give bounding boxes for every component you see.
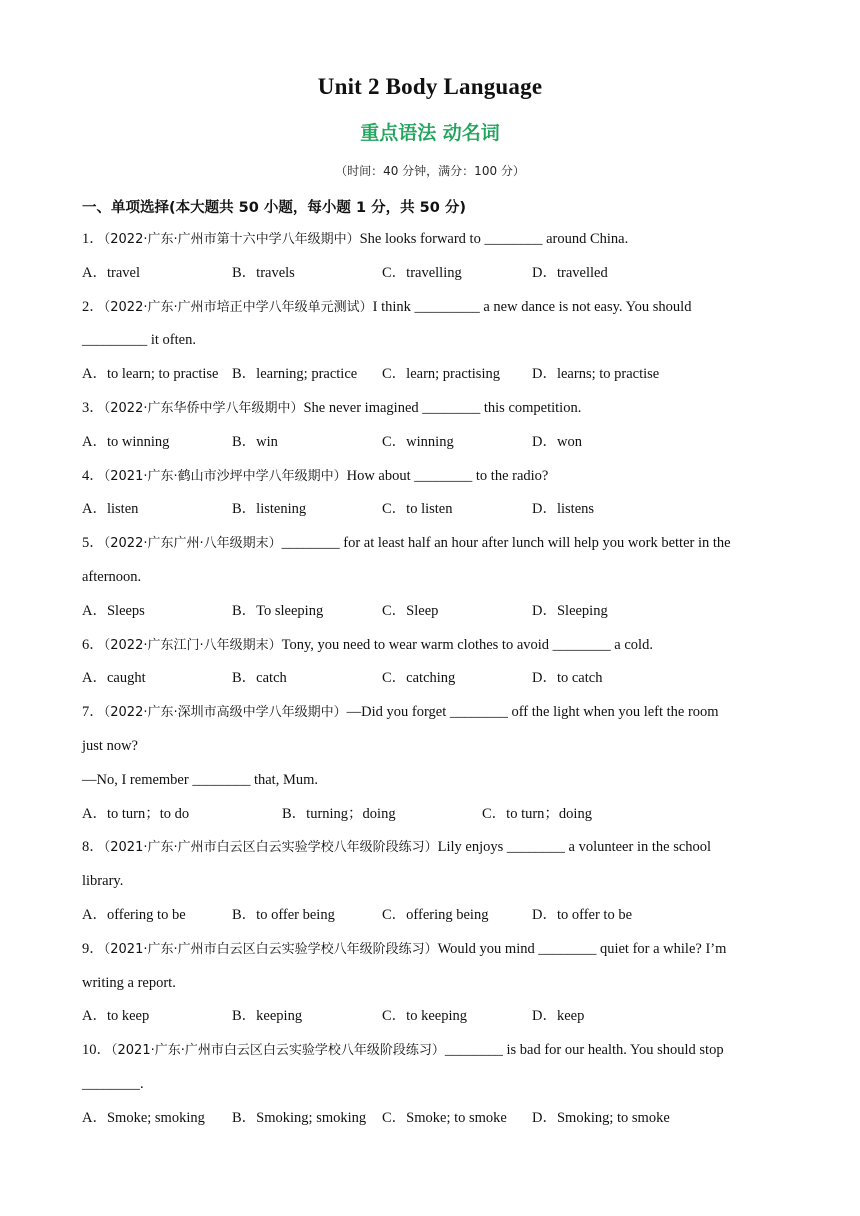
question-text-continued: _________ it often. [82, 332, 196, 349]
question-source: （2021·广东·广州市白云区白云实验学校八年级阶段练习） [103, 941, 438, 957]
question-text: Lily enjoys ________ a volunteer in the school [437, 839, 712, 856]
options-row [82, 493, 782, 527]
question-source: （2021·广东·鹤山市沙坪中学八年级期中） [103, 468, 347, 484]
question-text: ________ for at least half an hour after lunch will help you work better in the [281, 535, 731, 552]
question-number: 10． [82, 1042, 111, 1059]
question-number: 3． [82, 399, 104, 416]
question-source: （2022·广东江门·八年级期末） [103, 637, 282, 653]
option-c[interactable]: C．to listen [382, 501, 453, 518]
options-row [82, 798, 782, 832]
option-a[interactable]: A．to turn；to do [82, 805, 190, 822]
question-text-continued: writing a report. [82, 974, 176, 991]
option-b[interactable]: B．win [232, 433, 278, 450]
question-source: （2022·广东·深圳市高级中学八年级期中） [103, 705, 347, 721]
option-a[interactable]: A．offering to be [82, 906, 186, 923]
option-d[interactable]: D．keep [532, 1008, 585, 1025]
option-d[interactable]: D．Smoking; to smoke [532, 1109, 670, 1126]
question-text-continued: just now? [82, 737, 138, 754]
question-text: How about ________ to the radio? [346, 467, 549, 484]
option-c[interactable]: C．Smoke; to smoke [382, 1109, 507, 1126]
options-row [82, 899, 782, 933]
option-b[interactable]: B．travels [232, 264, 295, 281]
question-stem [82, 1034, 782, 1068]
options-row [82, 1000, 782, 1034]
question-list [82, 223, 782, 1136]
question-stem [82, 392, 782, 426]
option-b[interactable]: B．catch [232, 670, 287, 687]
question [82, 696, 782, 831]
option-c[interactable]: C．offering being [382, 906, 489, 923]
question [82, 392, 782, 460]
question-text-continued: afternoon. [82, 568, 142, 585]
option-c[interactable]: C．learn; practising [382, 366, 500, 383]
question-source: （2022·广东华侨中学八年级期中） [103, 400, 304, 416]
option-b[interactable]: B．learning; practice [232, 366, 358, 383]
option-d[interactable]: D．learns; to practise [532, 366, 660, 383]
question-stem [82, 460, 782, 494]
option-c[interactable]: C．catching [382, 670, 456, 687]
option-d[interactable]: D．travelled [532, 264, 608, 281]
question-source: （2022·广东·广州市培正中学八年级单元测试） [103, 299, 373, 315]
options-row [82, 662, 782, 696]
options-row [82, 426, 782, 460]
options-row [82, 595, 782, 629]
question [82, 1034, 782, 1135]
options-row [82, 257, 782, 291]
option-a[interactable]: A．listen [82, 501, 139, 518]
option-c[interactable]: C．to keeping [382, 1008, 467, 1025]
question-stem [82, 291, 782, 325]
question-number: 9． [82, 940, 104, 957]
question-number: 4． [82, 467, 104, 484]
option-d[interactable]: D．to catch [532, 670, 603, 687]
option-a[interactable]: A．to winning [82, 433, 170, 450]
question-stem [82, 933, 782, 967]
option-b[interactable]: B．listening [232, 501, 307, 518]
option-a[interactable]: A．to keep [82, 1008, 150, 1025]
question [82, 460, 782, 528]
option-c[interactable]: C．to turn；doing [482, 805, 592, 822]
option-a[interactable]: A．Smoke; smoking [82, 1109, 205, 1126]
question [82, 291, 782, 392]
question-number: 5． [82, 535, 104, 552]
option-b[interactable]: B．to offer being [232, 906, 335, 923]
option-b[interactable]: B．To sleeping [232, 602, 324, 619]
question-text-continued: library. [82, 873, 124, 890]
question-stem [82, 831, 782, 865]
question-text-continued: —No, I remember ________ that, Mum. [82, 771, 318, 788]
option-b[interactable]: B．Smoking; smoking [232, 1109, 367, 1126]
question [82, 223, 782, 291]
question-source: （2022·广东·广州市第十六中学八年级期中） [103, 232, 360, 247]
section-heading: 一、单项选择(本大题共 50 小题，每小题 1 分，共 50 分) [82, 200, 466, 216]
option-c[interactable]: C．Sleep [382, 602, 439, 619]
options-row [82, 1102, 782, 1136]
question-number: 2． [82, 298, 104, 315]
option-b[interactable]: B．keeping [232, 1008, 303, 1025]
exam-meta: （时间：40 分钟，满分：100 分） [335, 164, 525, 178]
option-c[interactable]: C．travelling [382, 264, 462, 281]
question-text: I think _________ a new dance is not easy. You should [372, 298, 692, 315]
option-d[interactable]: D．to offer to be [532, 906, 632, 923]
question-source: （2022·广东广州·八年级期末） [103, 536, 282, 552]
question-text: Would you mind ________ quiet for a while? I’m [437, 940, 727, 957]
question-stem [82, 223, 782, 257]
question-text-continued: ________. [82, 1075, 144, 1092]
option-c[interactable]: C．winning [382, 433, 454, 450]
question-stem [82, 696, 782, 730]
question-text: Tony, you need to wear warm clothes to avoid ________ a cold. [281, 636, 653, 653]
option-a[interactable]: A．travel [82, 264, 140, 281]
option-a[interactable]: A．caught [82, 670, 146, 687]
question [82, 527, 782, 628]
question [82, 629, 782, 697]
option-d[interactable]: D．won [532, 433, 582, 450]
question-number: 7． [82, 704, 104, 721]
option-d[interactable]: D．Sleeping [532, 602, 608, 619]
question-text: She never imagined ________ this competition. [303, 399, 582, 416]
page-subtitle: 重点语法 动名词 [360, 122, 500, 144]
question-stem [82, 629, 782, 663]
option-b[interactable]: B．turning；doing [282, 805, 396, 822]
question-text: She looks forward to ________ around China. [359, 231, 629, 247]
options-row [82, 358, 782, 392]
option-d[interactable]: D．listens [532, 501, 595, 518]
question-number: 8． [82, 839, 104, 856]
question [82, 933, 782, 1034]
question-text: ________ is bad for our health. You should stop [444, 1042, 724, 1059]
question [82, 831, 782, 932]
page-title: Unit 2 Body Language [317, 74, 543, 99]
option-a[interactable]: A．Sleeps [82, 602, 145, 619]
question-source: （2021·广东·广州市白云区白云实验学校八年级阶段练习） [103, 840, 438, 856]
option-a[interactable]: A．to learn; to practise [82, 366, 219, 383]
question-text: —Did you forget ________ off the light when you left the room [346, 704, 719, 721]
question-stem [82, 527, 782, 561]
question-number: 1． [82, 231, 104, 247]
question-number: 6． [82, 636, 104, 653]
question-source: （2021·广东·广州市白云区白云实验学校八年级阶段练习） [111, 1043, 445, 1059]
